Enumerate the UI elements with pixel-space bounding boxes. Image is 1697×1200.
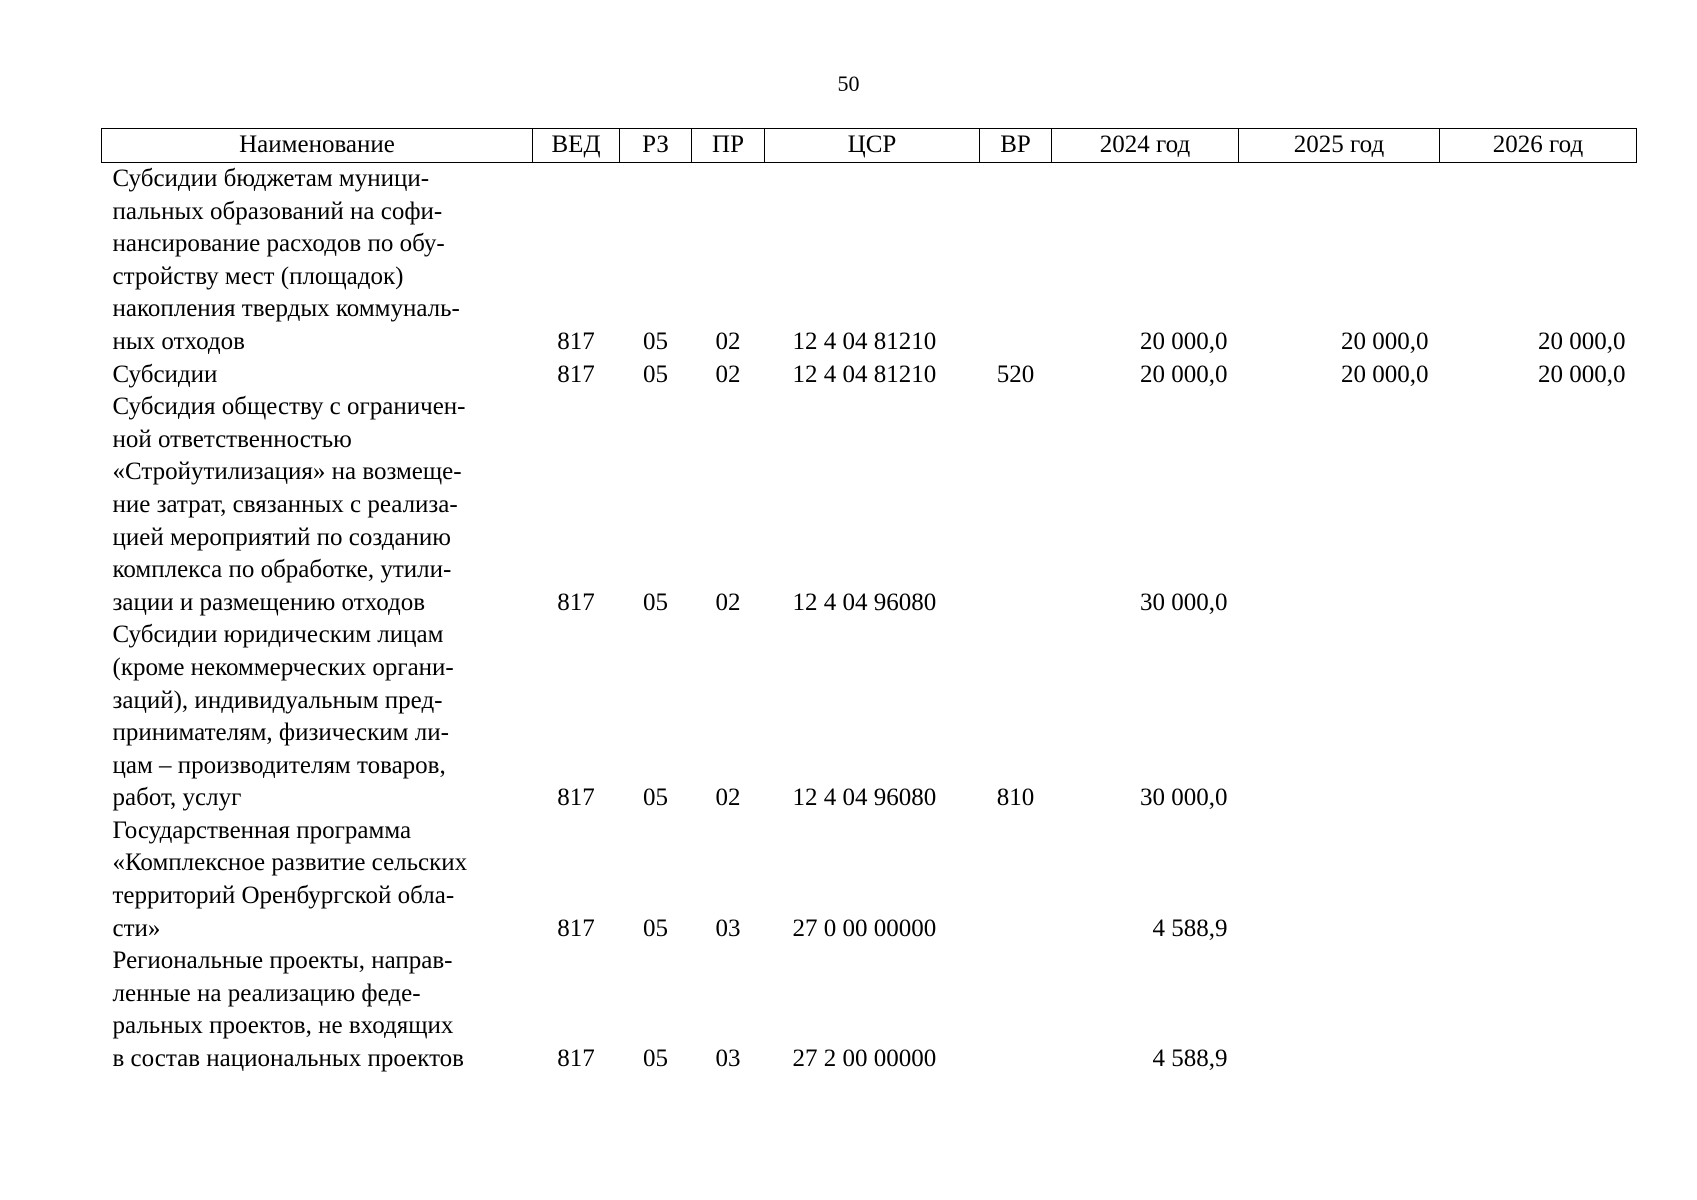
cell-name: Государственная программа «Комплексное развитие сельских территорий Оренбургской обла- сти» xyxy=(112,816,468,942)
cell-rz: 05 xyxy=(643,360,668,388)
cell-csr: 12 4 04 96080 xyxy=(792,784,937,812)
cell-2025: 20 000,0 xyxy=(1341,327,1429,355)
table-row xyxy=(102,815,1637,945)
cell-csr: 27 2 00 00000 xyxy=(792,1045,937,1073)
cell-ved: 817 xyxy=(557,360,595,388)
table-row xyxy=(102,619,1637,815)
cell-ved: 817 xyxy=(557,327,595,355)
header-2026: 2026 год xyxy=(1440,129,1637,163)
cell-rz: 05 xyxy=(643,1045,668,1073)
cell-name: Субсидии юридическим лицам (кроме некоммерческих органи- заций), индивидуальным пред- принимателям, физическим ли- цам – производителям товаров, работ, услуг xyxy=(112,621,454,812)
page-number: 50 xyxy=(837,71,860,96)
header-pr: ПР xyxy=(692,129,765,163)
header-name: Наименование xyxy=(102,129,533,163)
cell-csr: 12 4 04 81210 xyxy=(792,360,937,388)
cell-csr: 27 0 00 00000 xyxy=(792,914,937,942)
cell-rz: 05 xyxy=(643,327,668,355)
cell-pr: 02 xyxy=(715,327,741,355)
cell-2025 xyxy=(1239,391,1440,619)
table-row xyxy=(102,391,1637,619)
cell-name: Региональные проекты, направ- ленные на реализацию феде- ральных проектов, не входящих в состав национальных проектов xyxy=(112,947,464,1073)
header-2024: 2024 год xyxy=(1052,129,1239,163)
cell-2026 xyxy=(1440,391,1637,619)
cell-2025 xyxy=(1239,619,1440,815)
header-row xyxy=(102,129,1637,163)
cell-ved: 817 xyxy=(557,914,595,942)
cell-csr: 12 4 04 81210 xyxy=(792,327,937,355)
cell-2025: 20 000,0 xyxy=(1341,360,1429,388)
cell-pr: 02 xyxy=(715,588,741,616)
table-row xyxy=(102,163,1637,359)
header-rz: РЗ xyxy=(620,129,692,163)
header-vr: ВР xyxy=(980,129,1052,163)
cell-2024: 20 000,0 xyxy=(1140,360,1228,388)
cell-vr xyxy=(980,163,1052,359)
cell-2024: 4 588,9 xyxy=(1152,914,1228,942)
cell-2026 xyxy=(1440,815,1637,945)
table-row xyxy=(102,359,1637,392)
cell-vr xyxy=(980,945,1052,1075)
cell-ved: 817 xyxy=(557,1045,595,1073)
cell-pr: 03 xyxy=(715,914,741,942)
cell-name: Субсидии xyxy=(112,360,218,388)
table-header xyxy=(102,129,1637,163)
cell-name: Субсидия обществу с ограничен- ной ответственностью «Стройутилизация» на возмеще- ние затрат, связанных с реализа- цией мероприятий по созданию комплекса по обработке, утили- зации и размещению отходов xyxy=(112,393,466,616)
cell-2025 xyxy=(1239,815,1440,945)
cell-pr: 02 xyxy=(715,360,741,388)
cell-vr xyxy=(980,391,1052,619)
header-2025: 2025 год xyxy=(1239,129,1440,163)
cell-rz: 05 xyxy=(643,914,668,942)
header-csr: ЦСР xyxy=(765,129,980,163)
header-ved: ВЕД xyxy=(533,129,620,163)
cell-name: Субсидии бюджетам муници- пальных образований на софи- нансирование расходов по обу- стройству мест (площадок) накопления твердых коммуналь- ных отходов xyxy=(112,165,460,355)
cell-2026: 20 000,0 xyxy=(1538,327,1626,355)
cell-rz: 05 xyxy=(643,588,668,616)
cell-pr: 02 xyxy=(715,784,741,812)
cell-vr: 810 xyxy=(996,784,1035,812)
cell-pr: 03 xyxy=(715,1045,741,1073)
budget-table xyxy=(101,128,1637,1076)
cell-2024: 30 000,0 xyxy=(1140,588,1228,616)
cell-2024: 20 000,0 xyxy=(1140,327,1228,355)
table-body xyxy=(102,163,1637,1076)
cell-2024: 4 588,9 xyxy=(1152,1045,1228,1073)
cell-2026: 20 000,0 xyxy=(1538,360,1626,388)
cell-2026 xyxy=(1440,619,1637,815)
cell-csr: 12 4 04 96080 xyxy=(792,588,937,616)
cell-2024: 30 000,0 xyxy=(1140,784,1228,812)
cell-ved: 817 xyxy=(557,784,595,812)
cell-rz: 05 xyxy=(643,784,668,812)
cell-2025 xyxy=(1239,945,1440,1075)
table-row xyxy=(102,945,1637,1075)
cell-vr: 520 xyxy=(996,360,1035,388)
cell-ved: 817 xyxy=(557,588,595,616)
cell-vr xyxy=(980,815,1052,945)
cell-2026 xyxy=(1440,945,1637,1075)
